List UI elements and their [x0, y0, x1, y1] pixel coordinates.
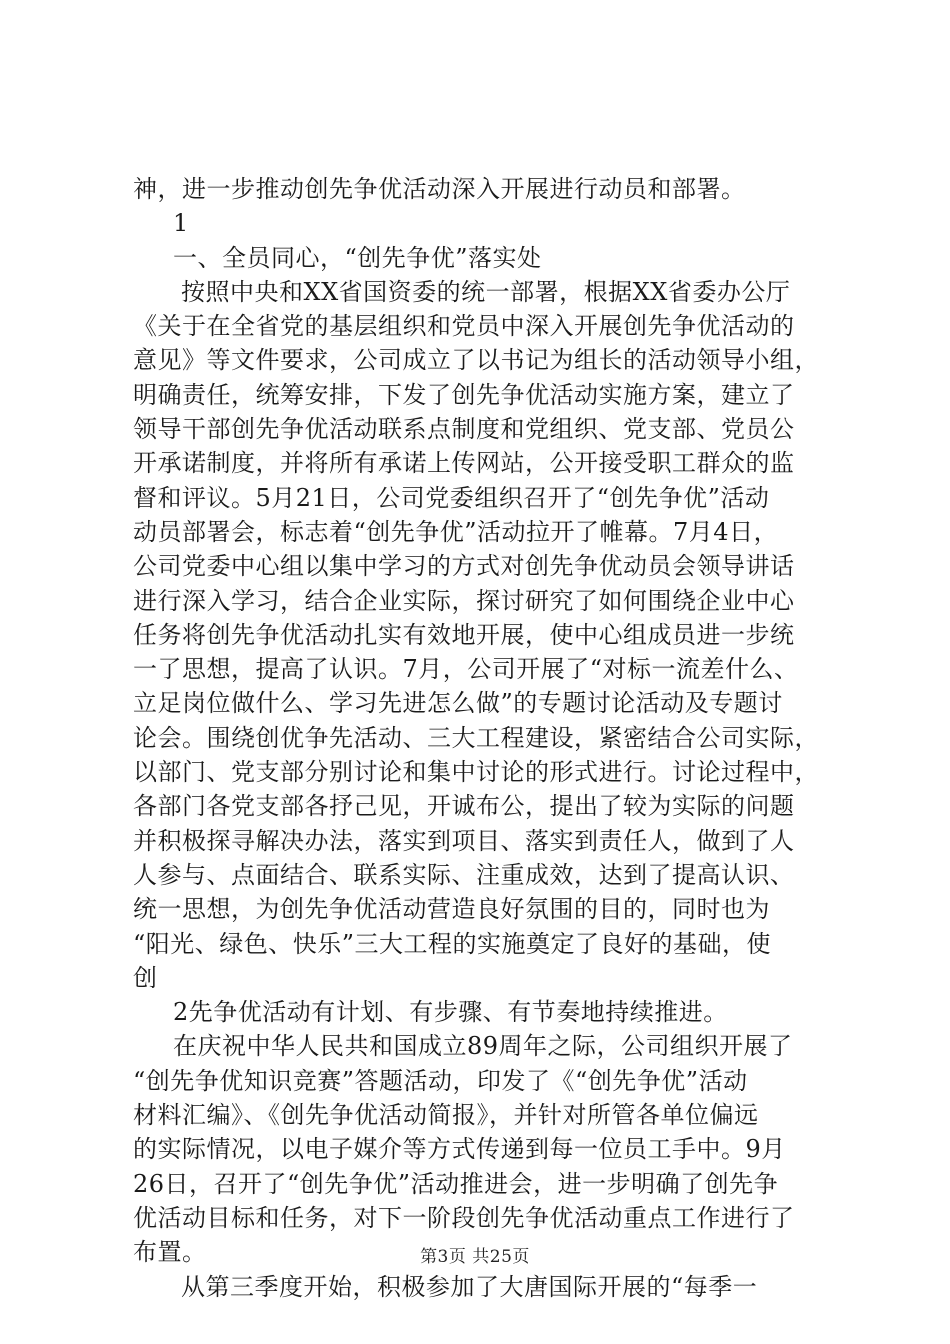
text-line: 26日，召开了“创先争优”活动推进会，进一步明确了创先争: [133, 1169, 779, 1198]
text-line: 布置。: [133, 1238, 207, 1267]
text-line: 以部门、党支部分别讨论和集中讨论的形式进行。讨论过程中，: [133, 758, 819, 787]
text-line: 立足岗位做什么、学习先进怎么做”的专题讨论活动及专题讨: [133, 689, 783, 718]
text-line: 材料汇编》、《创先争优活动简报》，并针对所管各单位偏远: [133, 1101, 759, 1130]
text-line: 任务将创先争优活动扎实有效地开展，使中心组成员进一步统: [133, 620, 795, 649]
text-line: 并积极探寻解决办法，落实到项目、落实到责任人，做到了人: [133, 826, 795, 855]
text-line: 进行深入学习，结合企业实际，探讨研究了如何围绕企业中心: [133, 586, 795, 615]
text-line: 督和评议。5月21日，公司党委组织召开了“创先争优”活动: [133, 483, 770, 512]
document-body: [133, 172, 833, 1304]
text-line: “创先争优知识竞赛”答题活动，印发了《“创先争优”活动: [133, 1066, 748, 1095]
text-line: 神，进一步推动创先争优活动深入开展进行动员和部署。: [133, 175, 746, 203]
text-line: 动员部署会，标志着“创先争优”活动拉开了帷幕。7月4日，: [133, 517, 779, 546]
paragraph-start: 从第三季度开始，积极参加了大唐国际开展的“每季一: [181, 1272, 758, 1301]
paragraph-start: 2先争优活动有计划、有步骤、有节奏地持续推进。: [173, 998, 728, 1027]
text-line: 统一思想，为创先争优活动营造良好氛围的目的，同时也为: [133, 895, 770, 924]
text-line: 人参与、点面结合、联系实际、注重成效，达到了提高认识、: [133, 860, 795, 889]
text-line: 领导干部创先争优活动联系点制度和党组织、党支部、党员公: [133, 415, 795, 444]
text-line: 各部门各党支部各抒己见，开诚布公，提出了较为实际的问题: [133, 792, 795, 821]
page-footer: 第3页 共25页: [420, 1247, 530, 1267]
text-line: 意见》等文件要求，公司成立了以书记为组长的活动领导小组，: [133, 346, 819, 375]
text-line: 一了思想，提高了认识。7月，公司开展了“对标一流差什么、: [133, 655, 799, 684]
text-line: 创: [133, 963, 158, 992]
text-line: 开承诺制度，并将所有承诺上传网站，公开接受职工群众的监: [133, 449, 795, 478]
text-line: 公司党委中心组以集中学习的方式对创先争优动员会领导讲话: [133, 552, 795, 581]
paragraph-start: 按照中央和XX省国资委的统一部署，根据XX省委办公厅: [181, 277, 791, 306]
text-line: 明确责任，统筹安排，下发了创先争优活动实施方案，建立了: [133, 380, 795, 409]
paragraph-start: 在庆祝中华人民共和国成立89周年之际，公司组织开展了: [173, 1032, 793, 1061]
text-line: 优活动目标和任务，对下一阶段创先争优活动重点工作进行了: [133, 1203, 795, 1232]
text-line: “阳光、绿色、快乐”三大工程的实施奠定了良好的基础，使: [133, 929, 772, 958]
section-heading: 一、全员同心，“创先争优”落实处: [173, 243, 542, 272]
text-line: 论会。围绕创优争先活动、三大工程建设，紧密结合公司实际，: [133, 723, 819, 752]
page-marker: 1: [173, 209, 189, 238]
text-line: 《关于在全省党的基层组织和党员中深入开展创先争优活动的: [133, 312, 795, 341]
text-line: 的实际情况，以电子媒介等方式传递到每一位员工手中。9月: [133, 1135, 786, 1164]
